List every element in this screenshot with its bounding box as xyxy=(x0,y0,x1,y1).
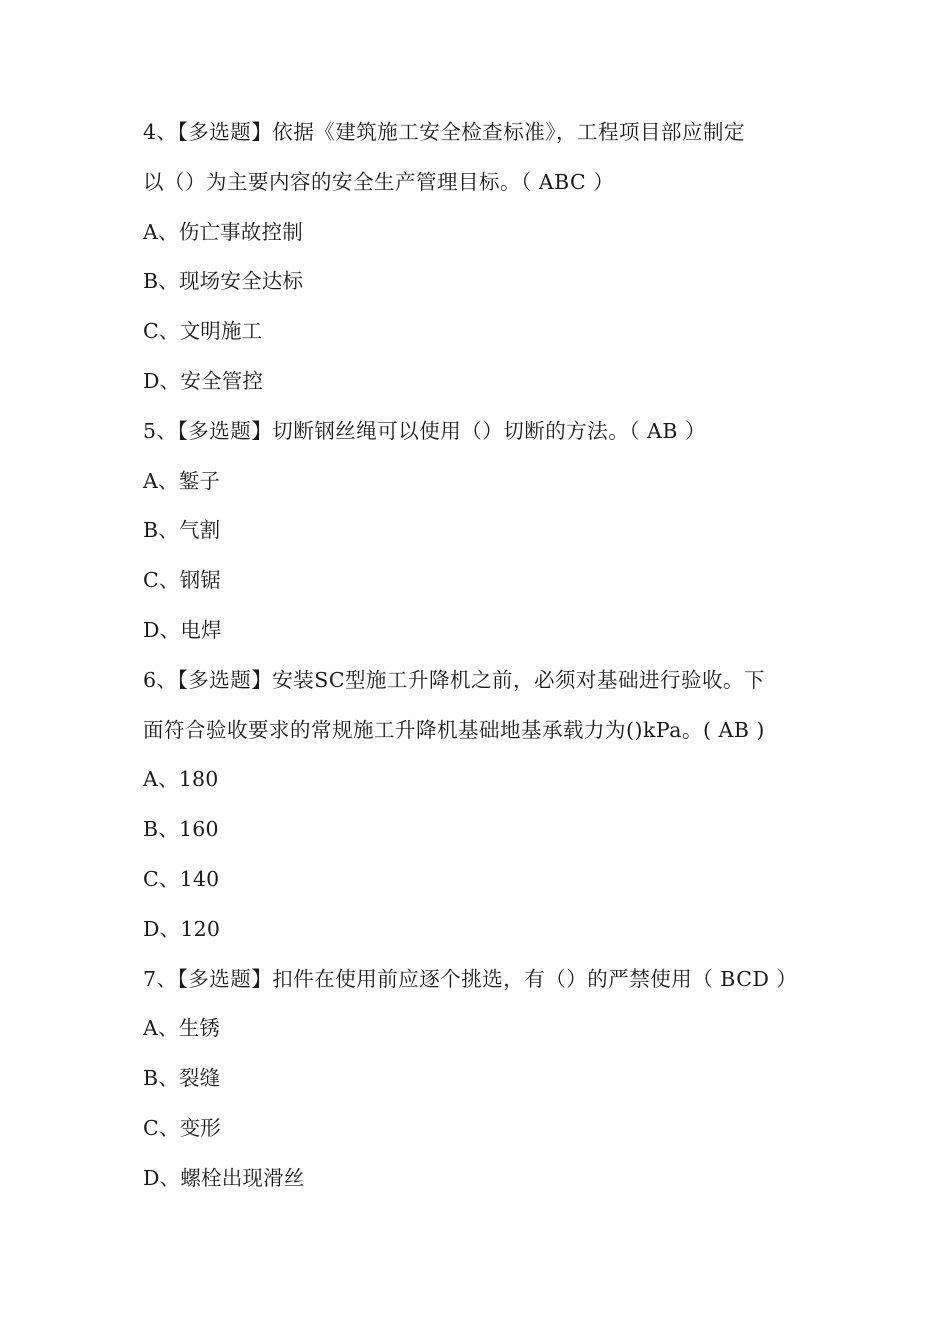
question-4 xyxy=(143,108,823,407)
question-list xyxy=(143,108,823,1204)
option-c: C、变形 xyxy=(143,1115,221,1140)
question-text-line: 6、【多选题】安装SC型施工升降机之前，必须对基础进行验收。下 xyxy=(143,667,766,692)
option-b: B、160 xyxy=(143,817,219,842)
option-b: B、现场安全达标 xyxy=(143,269,304,294)
question-text-line: 5、【多选题】切断钢丝绳可以使用（）切断的方法。（ AB ） xyxy=(143,418,706,443)
question-text-line: 4、【多选题】依据《建筑施工安全检查标准》，工程项目部应制定 xyxy=(143,120,746,144)
option-d: D、螺栓出现滑丝 xyxy=(143,1165,305,1190)
option-a: A、伤亡事故控制 xyxy=(143,219,303,244)
question-text-line: 面符合验收要求的常规施工升降机基础地基承载力为()kPa。( AB ) xyxy=(143,717,765,742)
option-c: C、钢锯 xyxy=(143,568,221,593)
option-d: D、电焊 xyxy=(143,617,222,642)
question-text-line: 7、【多选题】扣件在使用前应逐个挑选，有（）的严禁使用（ BCD ） xyxy=(143,966,798,991)
option-b: B、裂缝 xyxy=(143,1066,221,1091)
option-c: C、140 xyxy=(143,866,220,891)
option-b: B、气割 xyxy=(143,518,221,543)
question-5 xyxy=(143,407,823,656)
option-a: A、生锈 xyxy=(143,1016,221,1041)
question-6 xyxy=(143,656,823,955)
option-d: D、安全管控 xyxy=(143,368,264,393)
option-a: A、錾子 xyxy=(143,468,221,493)
question-text-line: 以（）为主要内容的安全生产管理目标。（ ABC ） xyxy=(143,169,615,194)
question-7 xyxy=(143,955,823,1204)
option-a: A、180 xyxy=(143,767,219,792)
option-c: C、文明施工 xyxy=(143,319,263,344)
option-d: D、120 xyxy=(143,916,221,941)
